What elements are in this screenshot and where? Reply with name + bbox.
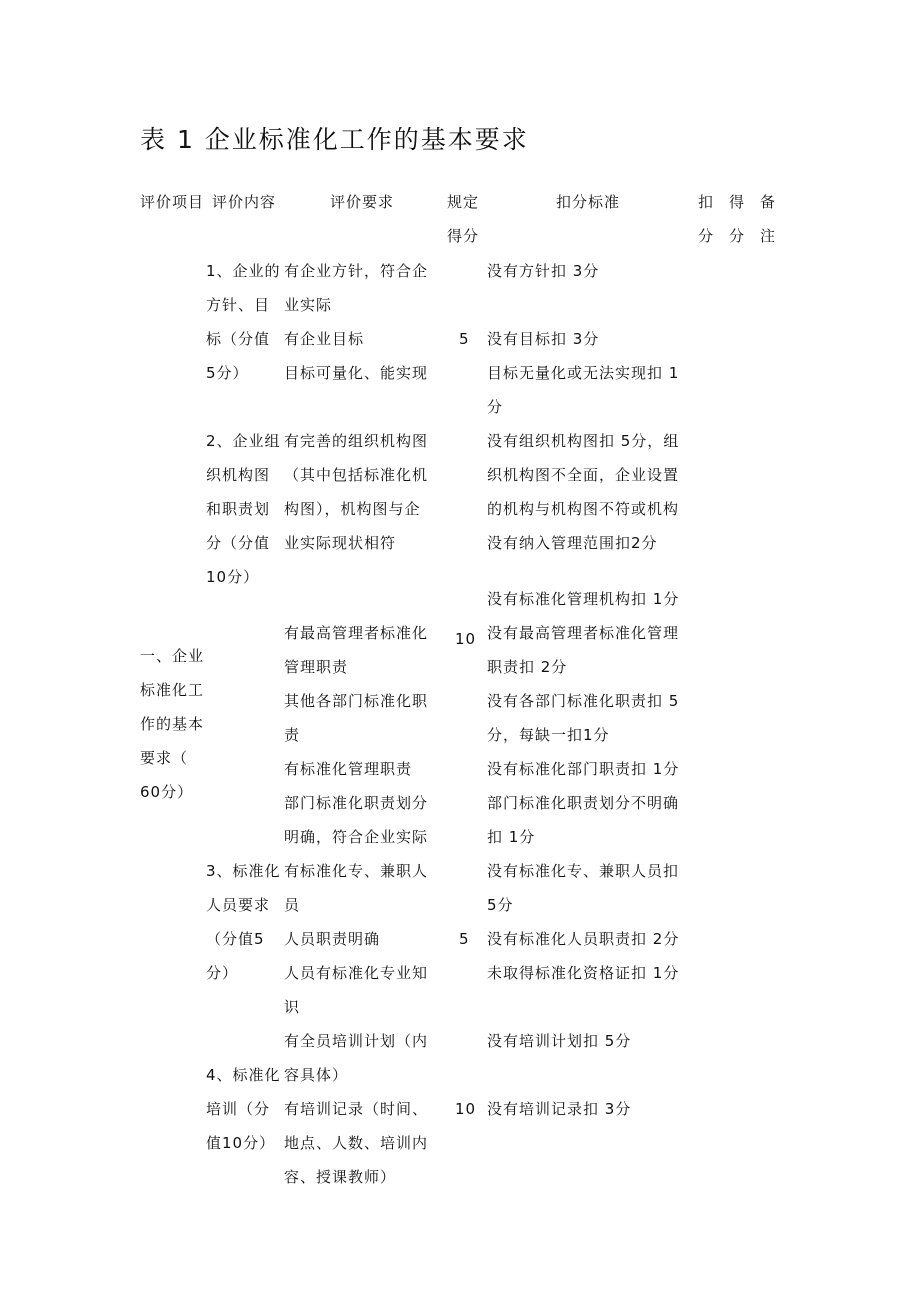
- requirement-text: 构图），机构图与企: [284, 500, 421, 518]
- content-text: 4、标准化: [206, 1066, 281, 1084]
- requirement-text: 目标可量化、能实现: [284, 364, 429, 382]
- deduction-text: 没有培训计划扣 5分: [487, 1032, 632, 1050]
- header-got: 分: [729, 227, 746, 245]
- deduction-text: 未取得标准化资格证扣 1分: [487, 964, 680, 982]
- deduction-text: 分，每缺一扣1分: [487, 726, 610, 744]
- header-note: 备: [760, 193, 777, 211]
- requirement-text: 识: [284, 998, 301, 1016]
- page-title: 表 1 企业标准化工作的基本要求: [140, 125, 529, 154]
- item-text: 作的基本: [140, 715, 205, 733]
- requirement-text: 有标准化管理职责: [284, 760, 413, 778]
- header-requirement: 评价要求: [330, 193, 395, 211]
- content-text: 织机构图: [206, 466, 271, 484]
- item-text: 60分）: [140, 783, 194, 801]
- requirement-text: 明确，符合企业实际: [284, 828, 429, 846]
- requirement-text: 有企业目标: [284, 330, 365, 348]
- header-content: 评价内容: [212, 193, 277, 211]
- requirement-text: 有完善的组织机构图: [284, 432, 429, 450]
- deduction-text: 织机构图不全面，企业设置: [487, 466, 680, 484]
- deduction-text: 没有最高管理者标准化管理: [487, 624, 680, 642]
- score-value: 10: [455, 1100, 477, 1118]
- header-item: 评价项目: [140, 193, 205, 211]
- header-score: 得分: [447, 227, 480, 245]
- content-text: 标（分值: [206, 330, 271, 348]
- requirement-text: 容具体）: [284, 1066, 349, 1084]
- requirement-text: 地点、人数、培训内: [284, 1134, 429, 1152]
- deduction-text: 没有标准化部门职责扣 1分: [487, 760, 680, 778]
- requirement-text: 部门标准化职责划分: [284, 794, 429, 812]
- content-text: 和职责划: [206, 500, 271, 518]
- header-note: 注: [760, 227, 777, 245]
- deduction-text: 没有纳入管理范围扣2分: [487, 534, 658, 552]
- header-deduct: 扣: [698, 193, 715, 211]
- deduction-text: 分: [487, 398, 504, 416]
- requirement-text: 有最高管理者标准化: [284, 624, 429, 642]
- deduction-text: 没有标准化管理机构扣 1分: [487, 590, 680, 608]
- deduction-text: 的机构与机构图不符或机构: [487, 500, 680, 518]
- header-deduction: 扣分标准: [556, 193, 621, 211]
- deduction-text: 没有培训记录扣 3分: [487, 1100, 632, 1118]
- requirement-text: 责: [284, 726, 301, 744]
- content-text: 值10分）: [206, 1134, 276, 1152]
- content-text: 1、企业的: [206, 262, 281, 280]
- score-value: 5: [459, 330, 470, 348]
- header-score: 规定: [447, 193, 480, 211]
- item-text: 一、企业: [140, 647, 205, 665]
- requirement-text: 人员有标准化专业知: [284, 964, 429, 982]
- deduction-text: 没有各部门标准化职责扣 5: [487, 692, 680, 710]
- deduction-text: 扣 1分: [487, 828, 536, 846]
- deduction-text: 没有目标扣 3分: [487, 330, 600, 348]
- content-text: 10分）: [206, 568, 260, 586]
- requirement-text: 有培训记录（时间、: [284, 1100, 429, 1118]
- deduction-text: 没有标准化人员职责扣 2分: [487, 930, 680, 948]
- requirement-text: 员: [284, 896, 301, 914]
- deduction-text: 目标无量化或无法实现扣 1: [487, 364, 680, 382]
- header-got: 得: [729, 193, 746, 211]
- content-text: 培训（分: [206, 1100, 271, 1118]
- item-text: 要求（: [140, 749, 189, 767]
- content-text: 人员要求: [206, 896, 271, 914]
- requirement-text: 其他各部门标准化职: [284, 692, 429, 710]
- deduction-text: 没有组织机构图扣 5分，组: [487, 432, 680, 450]
- deduction-text: 没有方针扣 3分: [487, 262, 600, 280]
- deduction-text: 职责扣 2分: [487, 658, 568, 676]
- content-text: 方针、目: [206, 296, 271, 314]
- deduction-text: 没有标准化专、兼职人员扣: [487, 862, 680, 880]
- requirement-text: 有全员培训计划（内: [284, 1032, 429, 1050]
- score-value: 5: [459, 930, 470, 948]
- requirement-text: 有企业方针，符合企: [284, 262, 429, 280]
- content-text: 3、标准化: [206, 862, 281, 880]
- requirement-text: 容、授课教师）: [284, 1168, 397, 1186]
- content-text: 2、企业组: [206, 432, 281, 450]
- content-text: 分）: [206, 964, 239, 982]
- requirement-text: 有标准化专、兼职人: [284, 862, 429, 880]
- deduction-text: 5分: [487, 896, 514, 914]
- content-text: 5分）: [206, 364, 249, 382]
- content-text: （分值5: [206, 930, 265, 948]
- requirement-text: 业实际现状相符: [284, 534, 397, 552]
- deduction-text: 部门标准化职责划分不明确: [487, 794, 680, 812]
- item-text: 标准化工: [140, 681, 205, 699]
- requirement-text: 人员职责明确: [284, 930, 381, 948]
- header-deduct: 分: [698, 227, 715, 245]
- requirement-text: 管理职责: [284, 658, 349, 676]
- requirement-text: （其中包括标准化机: [284, 466, 429, 484]
- content-text: 分（分值: [206, 534, 271, 552]
- score-value: 10: [455, 630, 477, 648]
- requirement-text: 业实际: [284, 296, 333, 314]
